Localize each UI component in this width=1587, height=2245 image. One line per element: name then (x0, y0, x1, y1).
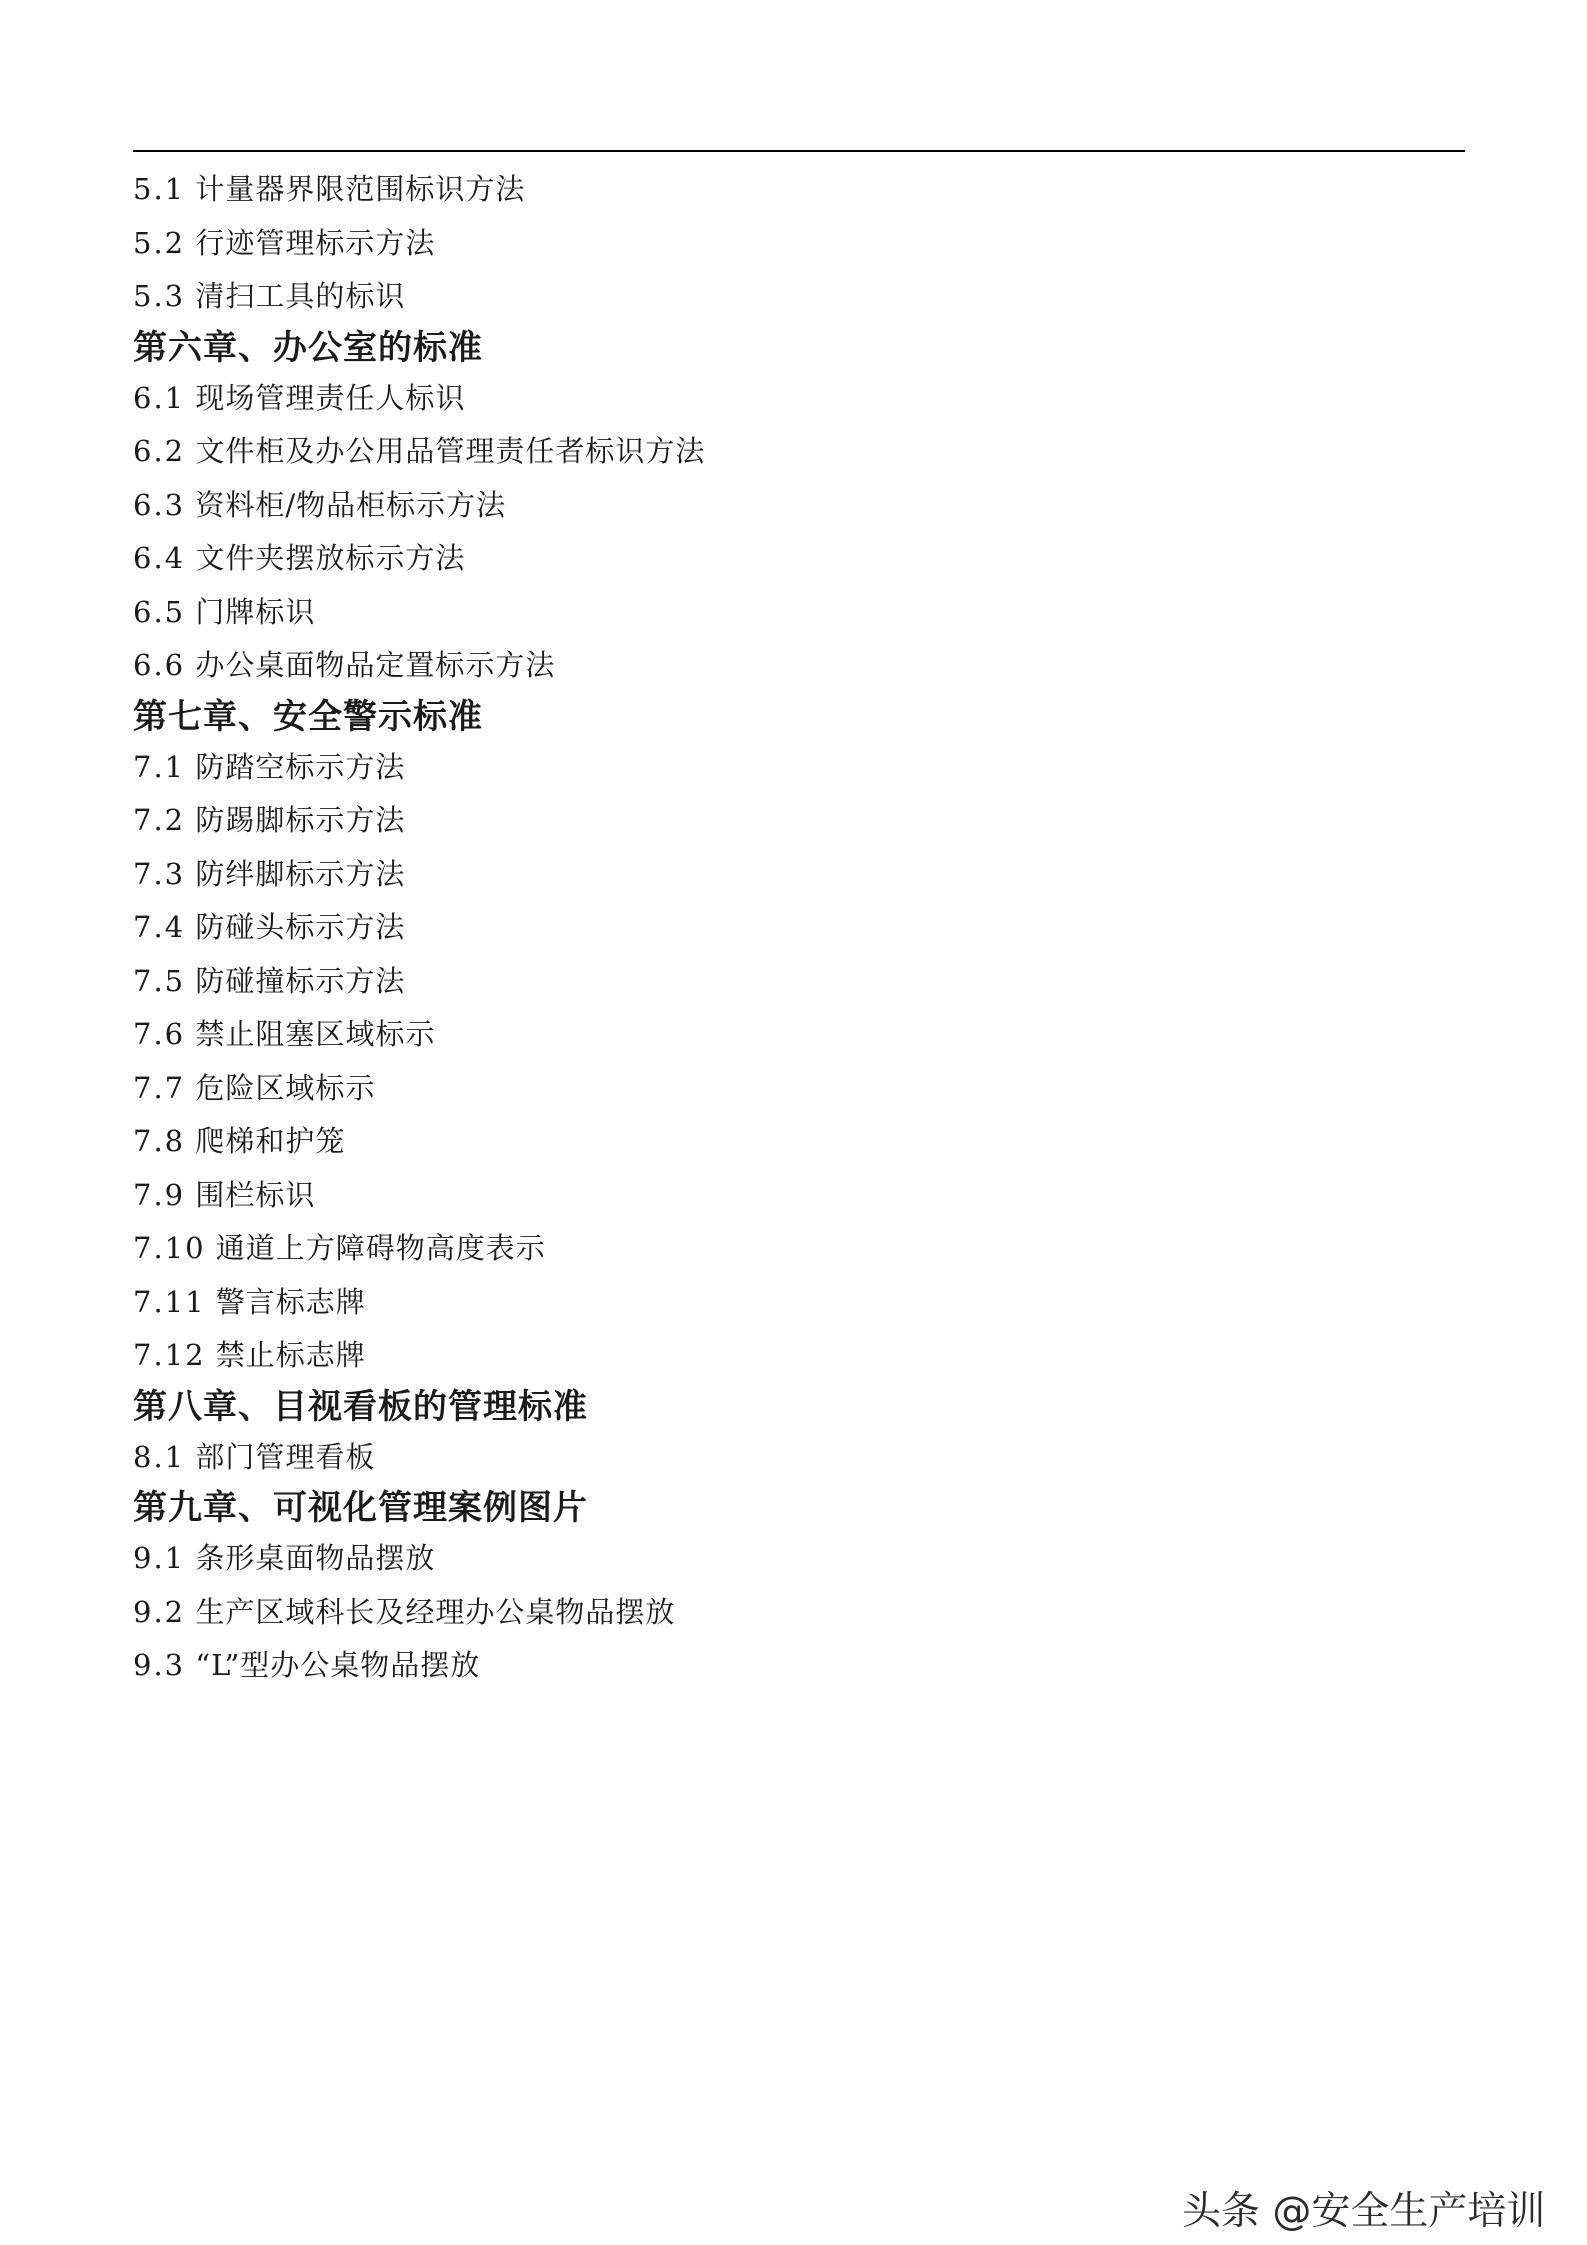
toc-item (133, 1276, 1433, 1330)
toc-chapter-heading: 第八章、目视看板的管理标准 (133, 1386, 588, 1427)
toc-item (133, 1062, 1433, 1116)
toc-item (133, 1532, 1433, 1586)
toc-item-gap (185, 857, 195, 891)
toc-item (133, 479, 1433, 533)
toc-item-number: 7.6 (133, 1017, 186, 1051)
toc-item-gap (206, 1338, 216, 1372)
toc-item (133, 532, 1433, 586)
toc-item-gap (185, 910, 195, 944)
toc-item-title: 办公桌面物品定置标示方法 (195, 648, 556, 682)
toc-item (133, 1222, 1433, 1276)
toc-item (133, 586, 1433, 640)
toc-item-gap (185, 541, 195, 575)
toc-item-title: 通道上方障碍物高度表示 (215, 1231, 546, 1265)
toc-item-number: 5.1 (133, 172, 186, 206)
toc-chapter-heading: 第七章、安全警示标准 (133, 696, 483, 737)
toc-item-number: 6.1 (133, 380, 186, 415)
toc-item-number: 7.11 (133, 1284, 206, 1319)
toc-item-title: “L”型办公桌物品摆放 (195, 1648, 481, 1682)
toc-item-gap (185, 1595, 195, 1629)
toc-item-title: 行迹管理标示方法 (195, 225, 436, 260)
header-rule (133, 150, 1465, 152)
toc-item-number: 5.2 (133, 225, 186, 260)
toc-item-title: 禁止标志牌 (215, 1338, 366, 1372)
toc-item (133, 848, 1433, 902)
toc-item-title: 防踢脚标示方法 (195, 803, 406, 837)
toc-chapter-heading: 第九章、可视化管理案例图片 (133, 1488, 588, 1528)
toc-item-gap (185, 381, 195, 415)
toc-item-title: 条形桌面物品摆放 (195, 1541, 436, 1575)
toc-item-number: 7.10 (133, 1231, 206, 1265)
toc-item-title: 危险区域标示 (195, 1070, 376, 1105)
toc-item-number: 7.9 (133, 1177, 186, 1212)
toc-item (133, 955, 1433, 1009)
toc-item-title: 门牌标识 (195, 594, 316, 629)
toc-item (133, 639, 1433, 693)
toc-item-number: 6.6 (133, 648, 186, 682)
toc-item-gap (185, 1017, 195, 1051)
toc-item-title: 现场管理责任人标识 (195, 380, 466, 415)
toc-item (133, 1639, 1433, 1693)
toc-item-title: 围栏标识 (195, 1177, 316, 1212)
toc-item (133, 1008, 1433, 1062)
table-of-contents (133, 163, 1433, 1693)
toc-item-title: 防碰撞标示方法 (195, 963, 406, 998)
toc-item-gap (185, 803, 195, 837)
toc-item-title: 防踏空标示方法 (195, 749, 406, 784)
toc-item-gap (185, 1178, 195, 1212)
toc-item (133, 163, 1433, 217)
toc-item-number: 7.7 (133, 1070, 186, 1105)
toc-item-number: 7.1 (133, 749, 186, 784)
toc-chapter-heading: 第六章、办公室的标准 (133, 327, 483, 368)
toc-item-number: 6.2 (133, 434, 186, 468)
watermark: 头条 @安全生产培训 (1182, 2189, 1546, 2234)
toc-item-gap (185, 750, 195, 784)
toc-item (133, 270, 1433, 324)
toc-item-title: 防碰头标示方法 (195, 910, 406, 944)
toc-item-gap (185, 172, 195, 206)
toc-item-number: 6.5 (133, 594, 186, 629)
toc-item-number: 6.4 (133, 541, 186, 575)
toc-item-gap (206, 1285, 216, 1319)
toc-item-title: 生产区域科长及经理办公桌物品摆放 (195, 1594, 676, 1629)
toc-item (133, 1586, 1433, 1640)
toc-item-gap (185, 1648, 195, 1682)
toc-item (133, 1431, 1433, 1485)
toc-item (133, 901, 1433, 955)
toc-item (133, 372, 1433, 426)
toc-item-number: 7.3 (133, 856, 186, 891)
toc-item (133, 794, 1433, 848)
toc-item-number: 6.3 (133, 487, 186, 522)
toc-item (133, 217, 1433, 271)
toc-item-title: 部门管理看板 (195, 1439, 376, 1474)
toc-item (133, 1329, 1433, 1383)
toc-item-gap (206, 1231, 216, 1265)
toc-item (133, 1169, 1433, 1223)
toc-item-title: 禁止阻塞区域标示 (195, 1017, 436, 1051)
toc-item-gap (185, 1124, 195, 1158)
toc-item-title: 资料柜/物品柜标示方法 (195, 487, 507, 522)
toc-item-number: 8.1 (133, 1439, 186, 1474)
toc-item (133, 425, 1433, 479)
toc-item-number: 7.12 (133, 1338, 206, 1372)
toc-item-title: 爬梯和护笼 (195, 1124, 346, 1158)
toc-item-gap (185, 648, 195, 682)
toc-item-gap (185, 226, 195, 260)
toc-item-number: 7.2 (133, 803, 186, 837)
toc-item-number: 9.3 (133, 1648, 186, 1682)
toc-item-gap (185, 964, 195, 998)
toc-item-gap (185, 1541, 195, 1575)
toc-item-title: 清扫工具的标识 (195, 279, 406, 313)
toc-item-number: 9.2 (133, 1594, 186, 1629)
toc-item-number: 7.4 (133, 910, 186, 944)
toc-item-title: 防绊脚标示方法 (195, 856, 406, 891)
toc-item-gap (185, 434, 195, 468)
toc-item-number: 9.1 (133, 1541, 186, 1575)
toc-item (133, 1115, 1433, 1169)
toc-item (133, 741, 1433, 795)
toc-item-number: 7.8 (133, 1124, 186, 1158)
toc-item-gap (185, 595, 195, 629)
toc-item-title: 文件柜及办公用品管理责任者标识方法 (195, 434, 706, 468)
toc-item-gap (185, 488, 195, 522)
toc-item-title: 文件夹摆放标示方法 (195, 541, 466, 575)
toc-item-gap (185, 279, 195, 313)
toc-item-number: 7.5 (133, 963, 186, 998)
toc-item-number: 5.3 (133, 279, 186, 313)
toc-item-gap (185, 1071, 195, 1105)
toc-item-title: 警言标志牌 (215, 1284, 366, 1319)
toc-item-gap (185, 1440, 195, 1474)
toc-item-title: 计量器界限范围标识方法 (195, 172, 526, 206)
